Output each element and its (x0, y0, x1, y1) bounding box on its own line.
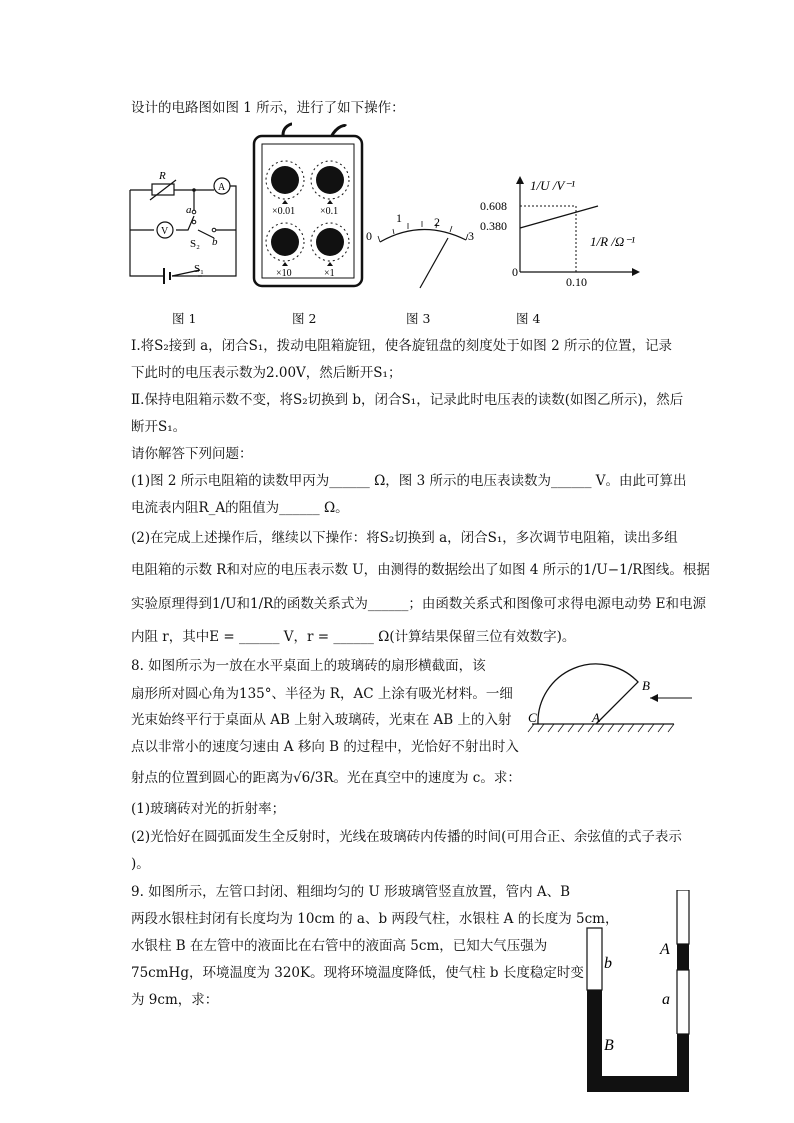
label-A: A (592, 710, 600, 725)
figure-1-circuit (126, 162, 244, 290)
caption-fig2: 图 2 (292, 311, 317, 326)
label-b: b (604, 955, 612, 972)
x-axis-label: 1/R /Ω⁻¹ (590, 234, 636, 249)
tick-0: 0 (366, 229, 372, 243)
text-line: 实验原理得到1/U和1/R的函数关系式为______；由函数关系式和图像可求得电源电动势 E和电源 (131, 596, 706, 612)
text-line: 下此时的电压表示数为2.00V，然后断开S₁； (131, 365, 402, 381)
label-b: b (212, 236, 218, 248)
x-tick-010: 0.10 (566, 275, 587, 289)
figure-2-resistance-box (252, 122, 364, 292)
text-line: Ⅰ.将S₂接到 a，闭合S₁，拨动电阻箱旋钮，使各旋钮盘的刻度处于如图 2 所示的位置，记录 (131, 338, 672, 354)
figure-3-voltmeter-scale (362, 210, 482, 294)
q9-line: 两段水银柱封闭有长度均为 10cm 的 a、b 两段气柱，水银柱 A 的长度为 5cm， (131, 911, 619, 927)
text-line: 请你解答下列问题： (131, 446, 253, 462)
label-A: A (660, 941, 670, 958)
label-R: R (159, 170, 166, 182)
q8-line: (2)光恰好在圆弧面发生全反射时，光线在玻璃砖内传播的时间(可用合正、余弦值的式子表示 (131, 829, 682, 845)
text-line: 电阻箱的示数 R和对应的电压表示数 U，由测得的数据绘出了如图 4 所示的1/U−1/R图线。根据 (131, 562, 710, 578)
text-line: (1)图 2 所示电阻箱的读数甲丙为______ Ω，图 3 所示的电压表读数为______ V。由此可算出 (131, 473, 687, 489)
label-S2: S₂ (190, 238, 200, 250)
caption-fig1: 图 1 (172, 311, 197, 326)
q8-line: 8. 如图所示为一放在水平桌面上的玻璃砖的扇形横截面，该 (131, 658, 486, 674)
dial-label-1: ×0.01 (272, 206, 296, 217)
q8-line: 扇形所对圆心角为135°、半径为 R，AC 上涂有吸光材料。一细 (131, 686, 513, 702)
caption-fig4: 图 4 (516, 311, 541, 326)
label-B: B (604, 1037, 614, 1054)
label-V: V (161, 226, 169, 237)
q8-line: 光束始终平行于桌面从 AB 上射入玻璃砖，光束在 AB 上的入射 (131, 712, 512, 728)
figure-q9-u-tube (582, 890, 694, 1099)
tick-3: 3 (468, 229, 474, 243)
y-tick-0380: 0.380 (480, 219, 507, 233)
y-tick-0608: 0.608 (480, 199, 507, 213)
label-a: a (186, 204, 192, 216)
text-line: 电流表内阻R_A的阻值为______ Ω。 (131, 500, 349, 516)
text-line: Ⅱ.保持电阻箱示数不变，将S₂切换到 b，闭合S₁，记录此时电压表的读数(如图乙所示)，然后 (131, 392, 684, 408)
intro-text: 设计的电路图如图 1 所示，进行了如下操作： (131, 100, 405, 116)
y-axis-label: 1/U /V⁻¹ (530, 178, 576, 193)
text-line: (2)在完成上述操作后，继续以下操作：将S₂切换到 a，闭合S₁，多次调节电阻箱，读出多组 (131, 530, 678, 546)
label-S1: S₁ (194, 263, 204, 275)
q9-line: 水银柱 B 在左管中的液面比在右管中的液面高 5cm，已知大气压强为 (131, 938, 548, 954)
dial-label-3: ×10 (276, 268, 292, 279)
dial-label-4: ×1 (324, 268, 335, 279)
q8-line: 点以非常小的速度匀速由 A 移向 B 的过程中，光恰好不射出时入 (131, 739, 519, 755)
origin-label: 0 (512, 265, 518, 279)
label-C: C (528, 710, 537, 725)
q9-line: 9. 如图所示，左管口封闭、粗细均匀的 U 形玻璃管竖直放置，管内 A、B (131, 884, 571, 900)
figure-q8-sector (524, 652, 698, 738)
tick-1: 1 (396, 211, 402, 225)
label-B: B (642, 678, 650, 693)
text-line: 断开S₁。 (131, 419, 187, 435)
text-line: 内阻 r，其中E = ______ V，r = ______ Ω(计算结果保留三位有效数字)。 (131, 629, 576, 645)
q9-line: 75cmHg，环境温度为 320K。现将环境温度降低，使气柱 b 长度稳定时变 (131, 965, 584, 981)
label-A: A (218, 182, 226, 193)
q8-line: 射点的位置到圆心的距离为√6/3R。光在真空中的速度为 c。求： (131, 770, 521, 786)
q8-line: (1)玻璃砖对光的折射率； (131, 801, 286, 817)
tick-2: 2 (434, 215, 440, 229)
figure-4-graph (480, 172, 652, 298)
label-a: a (662, 991, 670, 1008)
dial-label-2: ×0.1 (320, 206, 339, 217)
q8-line: )。 (131, 856, 150, 872)
q9-line: 为 9cm，求： (131, 992, 219, 1008)
caption-fig3: 图 3 (406, 311, 431, 326)
